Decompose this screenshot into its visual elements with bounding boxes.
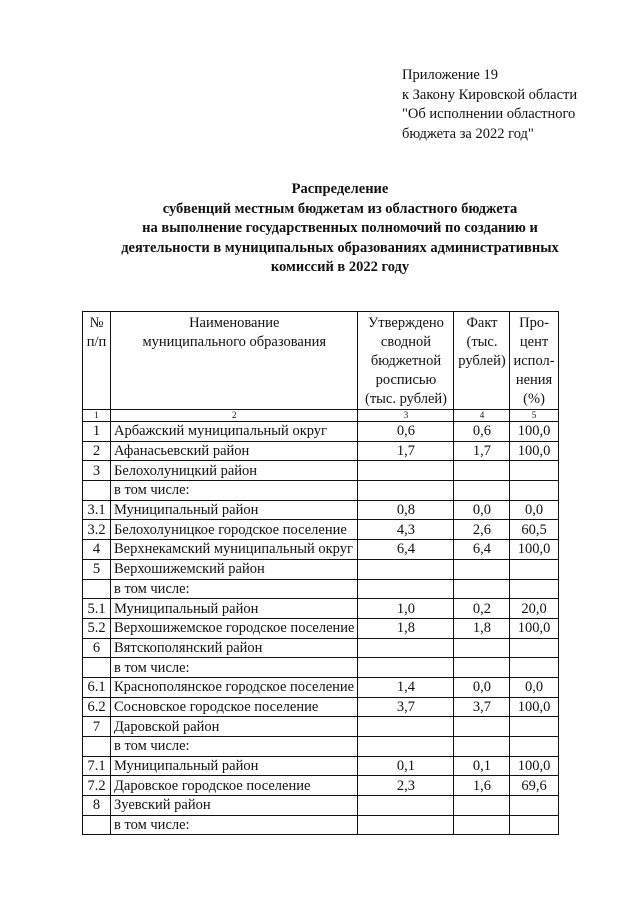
header-fact (454, 312, 510, 410)
cell-percent (510, 481, 558, 501)
header-approved (358, 312, 454, 410)
cell-percent: 60,5 (510, 520, 558, 540)
cell-percent (510, 658, 558, 678)
cell-percent (510, 717, 558, 737)
cell-approved (358, 796, 454, 816)
cell-municipality: Афанасьевский район (111, 441, 358, 461)
cell-approved: 1,7 (358, 441, 454, 461)
cell-municipality: Даровское городское поселение (111, 776, 358, 796)
subventions-table (82, 311, 559, 835)
cell-fact (454, 815, 510, 835)
cell-fact: 0,0 (454, 677, 510, 697)
cell-fact: 0,1 (454, 756, 510, 776)
cell-approved: 6,4 (358, 540, 454, 560)
header-line: цент (519, 334, 549, 350)
table-row (83, 559, 559, 579)
cell-percent: 100,0 (510, 422, 558, 442)
cell-municipality: Зуевский район (111, 796, 358, 816)
cell-approved: 1,4 (358, 677, 454, 697)
cell-percent: 20,0 (510, 599, 558, 619)
cell-municipality: Верхошижемское городское поселение (111, 618, 358, 638)
cell-fact (454, 579, 510, 599)
cell-fact: 1,6 (454, 776, 510, 796)
cell-number: 7.2 (83, 776, 111, 796)
table-row (83, 796, 559, 816)
table-row (83, 441, 559, 461)
cell-municipality: Верхошижемский район (111, 559, 358, 579)
title-line: на выполнение государственных полномочий по созданию и (142, 220, 538, 236)
cell-fact: 3,7 (454, 697, 510, 717)
cell-number: 3 (83, 461, 111, 481)
table-header-row (83, 312, 559, 410)
table-row (83, 815, 559, 835)
cell-fact: 2,6 (454, 520, 510, 540)
column-number: 3 (358, 410, 454, 422)
cell-municipality: Даровской район (111, 717, 358, 737)
table-row (83, 520, 559, 540)
header-line: бюджетной (370, 353, 442, 369)
cell-number: 3.1 (83, 500, 111, 520)
cell-percent: 100,0 (510, 540, 558, 560)
cell-number: 6.1 (83, 677, 111, 697)
cell-percent: 100,0 (510, 441, 558, 461)
cell-fact (454, 559, 510, 579)
cell-fact (454, 658, 510, 678)
table-row (83, 658, 559, 678)
cell-percent: 0,0 (510, 500, 558, 520)
header-line: п/п (86, 334, 107, 350)
header-line: нения (515, 372, 553, 388)
cell-number: 6 (83, 638, 111, 658)
cell-percent: 100,0 (510, 618, 558, 638)
cell-fact (454, 638, 510, 658)
column-number: 5 (510, 410, 558, 422)
cell-percent (510, 737, 558, 757)
table-row (83, 717, 559, 737)
cell-municipality: Верхнекамский муниципальный округ (111, 540, 358, 560)
cell-number: 4 (83, 540, 111, 560)
header-line: муниципального образования (142, 334, 327, 350)
header-line: росписью (375, 372, 437, 388)
cell-number: 6.2 (83, 697, 111, 717)
cell-municipality: Муниципальный район (111, 756, 358, 776)
cell-approved (358, 638, 454, 658)
header-name (111, 312, 358, 410)
cell-number (83, 658, 111, 678)
header-line: Наименование (189, 315, 280, 331)
cell-municipality: Краснополянское городское поселение (111, 677, 358, 697)
table-row (83, 737, 559, 757)
header-line: сводной (380, 334, 432, 350)
table-row (83, 500, 559, 520)
cell-municipality: в том числе: (111, 481, 358, 501)
cell-number (83, 815, 111, 835)
cell-approved (358, 658, 454, 678)
cell-municipality: Муниципальный район (111, 500, 358, 520)
cell-number (83, 481, 111, 501)
cell-municipality: в том числе: (111, 815, 358, 835)
cell-fact (454, 796, 510, 816)
cell-approved: 0,8 (358, 500, 454, 520)
cell-number: 3.2 (83, 520, 111, 540)
title-line: Распределение (291, 181, 389, 197)
cell-fact (454, 461, 510, 481)
cell-fact: 0,0 (454, 500, 510, 520)
cell-number: 7 (83, 717, 111, 737)
cell-fact: 6,4 (454, 540, 510, 560)
cell-fact: 0,2 (454, 599, 510, 619)
cell-number: 8 (83, 796, 111, 816)
cell-approved (358, 815, 454, 835)
document-title (60, 180, 620, 278)
cell-approved: 1,8 (358, 618, 454, 638)
table-body (83, 422, 559, 835)
table-row (83, 481, 559, 501)
table-row (83, 638, 559, 658)
cell-approved: 1,0 (358, 599, 454, 619)
title-line: субвенций местным бюджетам из областного бюджета (162, 200, 518, 217)
header-line: рублей) (458, 353, 506, 369)
cell-percent (510, 579, 558, 599)
cell-percent: 100,0 (510, 756, 558, 776)
cell-approved (358, 559, 454, 579)
cell-approved: 0,6 (358, 422, 454, 442)
cell-approved: 3,7 (358, 697, 454, 717)
cell-percent (510, 559, 558, 579)
cell-fact (454, 717, 510, 737)
cell-percent (510, 461, 558, 481)
table-row (83, 461, 559, 481)
table-row (83, 579, 559, 599)
table-row (83, 776, 559, 796)
cell-approved: 2,3 (358, 776, 454, 796)
cell-percent (510, 815, 558, 835)
header-line: Про- (519, 315, 549, 331)
cell-approved (358, 461, 454, 481)
header-line: Факт (466, 315, 498, 331)
cell-number: 1 (83, 422, 111, 442)
title-line: комиссий в 2022 году (270, 259, 410, 275)
header-line: (тыс. (466, 334, 498, 350)
table-row (83, 540, 559, 560)
header-line: (%) (523, 391, 545, 407)
table-row (83, 756, 559, 776)
header-percent (510, 312, 558, 410)
table-row (83, 618, 559, 638)
cell-municipality: Сосновское городское поселение (111, 697, 358, 717)
cell-municipality: в том числе: (111, 737, 358, 757)
cell-approved: 4,3 (358, 520, 454, 540)
appendix-block (402, 66, 577, 144)
header-line: Утверждено (368, 315, 444, 331)
cell-municipality: Муниципальный район (111, 599, 358, 619)
cell-percent (510, 638, 558, 658)
column-number: 1 (83, 410, 111, 422)
table-row (83, 697, 559, 717)
cell-fact: 0,6 (454, 422, 510, 442)
cell-municipality: Вятскополянский район (111, 638, 358, 658)
cell-percent: 0,0 (510, 677, 558, 697)
cell-approved (358, 579, 454, 599)
cell-percent: 69,6 (510, 776, 558, 796)
cell-number: 5 (83, 559, 111, 579)
cell-fact: 1,8 (454, 618, 510, 638)
cell-approved (358, 717, 454, 737)
appendix-line: бюджета за 2022 год" (402, 125, 534, 142)
cell-municipality: в том числе: (111, 579, 358, 599)
table-row (83, 599, 559, 619)
title-line: деятельности в муниципальных образованиях административных (121, 239, 559, 256)
table-row (83, 677, 559, 697)
cell-fact (454, 737, 510, 757)
header-line: испол- (513, 353, 555, 369)
header-num (83, 312, 111, 410)
appendix-line: Приложение 19 (402, 67, 498, 83)
cell-number (83, 579, 111, 599)
header-line: (тыс. рублей) (364, 391, 447, 407)
appendix-line: "Об исполнении областного (402, 106, 576, 122)
column-number: 2 (111, 410, 358, 422)
column-number-row (83, 410, 559, 422)
cell-percent (510, 796, 558, 816)
cell-municipality: Белохолуницкий район (111, 461, 358, 481)
cell-number: 2 (83, 441, 111, 461)
cell-municipality: в том числе: (111, 658, 358, 678)
cell-approved (358, 737, 454, 757)
cell-number (83, 737, 111, 757)
cell-approved: 0,1 (358, 756, 454, 776)
cell-number: 7.1 (83, 756, 111, 776)
cell-number: 5.1 (83, 599, 111, 619)
header-line: № (89, 315, 104, 331)
cell-number: 5.2 (83, 618, 111, 638)
cell-municipality: Белохолуницкое городское поселение (111, 520, 358, 540)
cell-percent: 100,0 (510, 697, 558, 717)
appendix-line: к Закону Кировской области (402, 86, 578, 103)
cell-fact (454, 481, 510, 501)
table-row (83, 422, 559, 442)
column-number: 4 (454, 410, 510, 422)
cell-approved (358, 481, 454, 501)
cell-fact: 1,7 (454, 441, 510, 461)
cell-municipality: Арбажский муниципальный округ (111, 422, 358, 442)
